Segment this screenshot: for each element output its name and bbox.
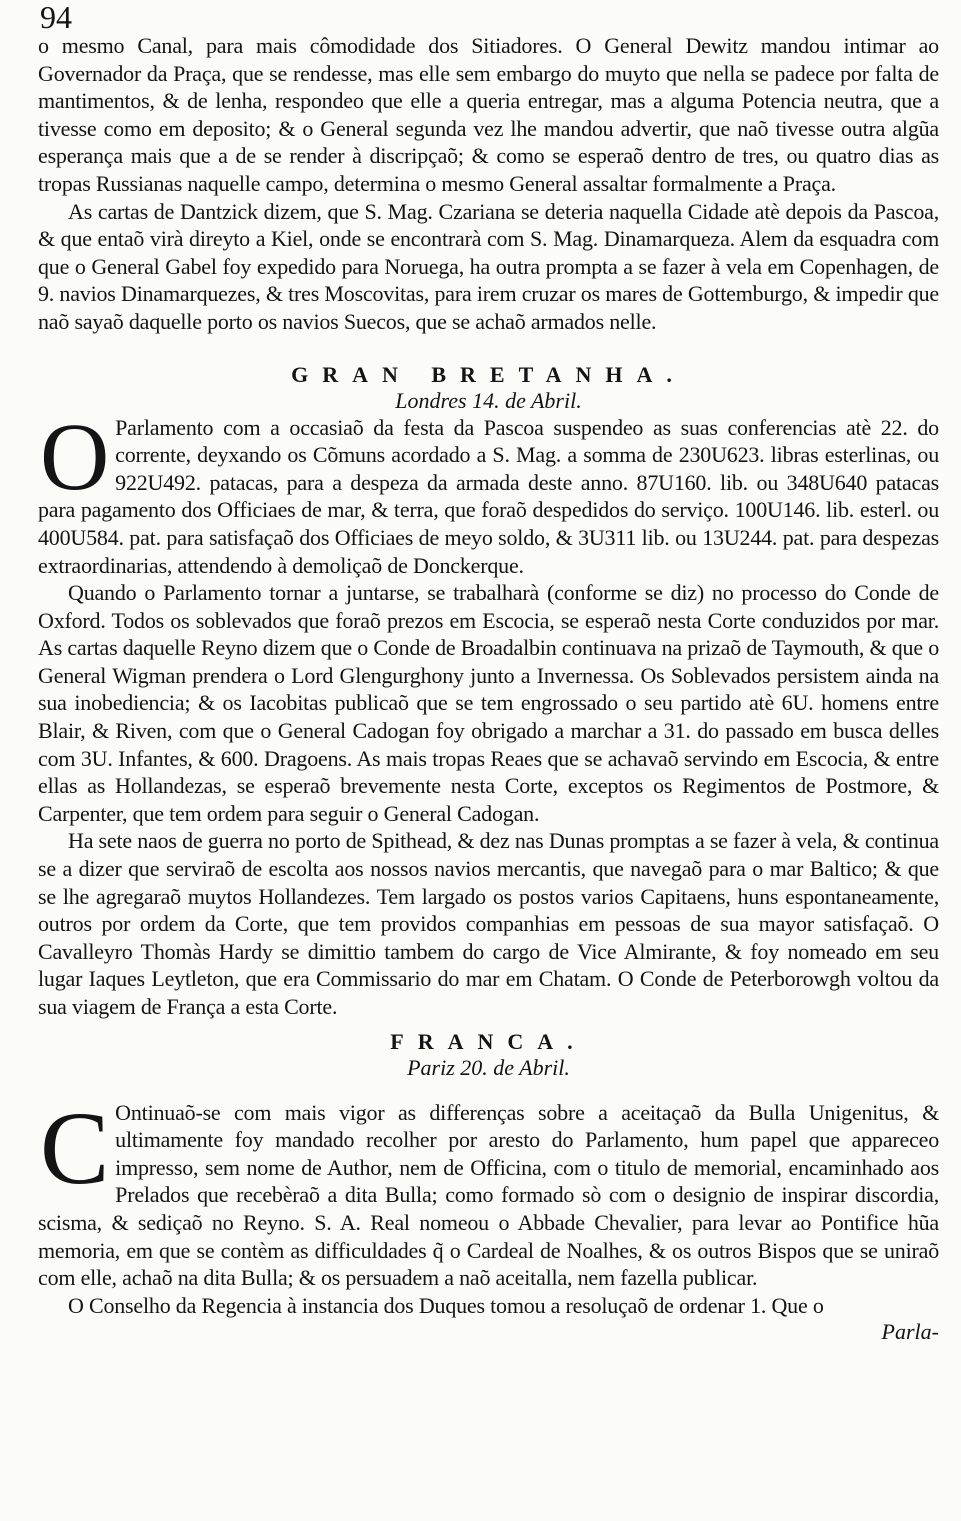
section-title: FRANCA. [390, 1028, 587, 1054]
intro-paragraph-2: As cartas de Dantzick dizem, que S. Mag. Czariana se deteria naquella Cidade atè depois da Pascoa, & que entaõ virà direyto a Kiel, onde se encontrarà com S. Mag. Dinamarqueza. Alem da esquadra com que o General Gabel foy expedido para Noruega, ha outra prompta a se fazer à vela em Copenhagen, de 9. navios Dinamarquezes, & tres Moscovitas, para irem cruzar os mares de Gottemburgo, & impedir que naõ sayaõ daquelle porto os navios Suecos, que se achaõ armados nelle. [38, 198, 939, 334]
gb-paragraph-1-text: Parlamento com a occasiaõ da festa da Pascoa suspendeo as suas conferencias atè 22. do corrente, deyxando os Cõmuns acordado a S. Mag. a somma de 230U623. libras esterlinas, ou 922U492. patacas, para a despeza da armada deste anno. 87U160. lib. ou 348U640 patacas para pagamento dos Officiaes de mar, & terra, que foraõ despedidos do serviço. 100U146. lib. esterl. ou 400U584. pat. para satisfaçaõ dos Officiaes de meyo soldo, & 3U311 lib. ou 13U244. pat. para despezas extraordinarias, attendendo à demoliçaõ de Donckerque. [38, 414, 939, 578]
drop-cap: C [40, 1090, 110, 1206]
fr-paragraph-2: O Conselho da Regencia à instancia dos Duques tomou a resoluçaõ de ordenar 1. Que o [68, 1292, 824, 1318]
fr-paragraph-1 [38, 1090, 939, 1292]
section-franca [38, 1029, 939, 1346]
fr-paragraph-1-text: Ontinuaõ-se com mais vigor as differenças sobre a aceitaçaõ da Bulla Unigenitus, & ultimamente foy mandado recolher por aresto do Parlamento, hum papel que appareceo impresso, sem nome de Author, nem de Officina, com o titulo de memorial, encaminhado aos Prelados que recebèraõ a dita Bulla; como formado sò com o designio de inspirar discordia, scisma, & sediçaõ no Reyno. S. A. Real nomeou o Abbade Chevalier, para levar ao Pontifice hũa memoria, em que se contèm as difficuldades q̃ o Cardeal de Noalhes, & os outros Bispos que se uniraõ com elle, achaõ na dita Bulla; & os persuadem a naõ aceitalla, nem fazella publicar. [38, 1099, 939, 1291]
gb-paragraph-2: Quando o Parlamento tornar a juntarse, se trabalharà (conforme se diz) no processo do Conde de Oxford. Todos os soblevados que foraõ prezos em Escocia, se esperaõ nesta Corte conduzidos por mar. As cartas daquelle Reyno dizem que o Conde de Broadalbin continuava na prizaõ de Taymouth, & que o General Wigman prendera o Lord Glengurghony junto a Invernessa. Os Soblevados persistem ainda na sua inobediencia; & os Iacobitas publicaõ que se tem engrossado o seu partido atè 6U. homens entre Blair, & Riven, com que o General Cadogan foy obrigado a marchar a 31. do passado em busca delles com 3U. Infantes, & 600. Dragoens. As mais tropas Reaes que se achavaõ servindo em Escocia, & entre ellas as Hollandezas, se esperaõ brevemente nesta Corte, exceptos os Regimentos de Postmore, & Carpenter, que tem ordem para seguir o General Cadogan. [38, 580, 939, 826]
dateline: Pariz 20. de Abril. [407, 1054, 570, 1080]
catchword: Parla- [881, 1319, 939, 1345]
gb-paragraph-3: Ha sete naos de guerra no porto de Spithead, & dez nas Dunas promptas a se fazer à vela, & continua se a dizer que serviraõ de escolta aos nossos navios mercantis, que navegaõ para o mar Baltico; & que se lhe agregaraõ muytos Hollandezes. Tem largado os postos varios Capitaens, huns espontaneamente, outros por ordem da Corte, que tem providos companhias em pessoas de sua mayor satisfaçaõ. O Cavalleyro Thomàs Hardy se dimittio tambem do cargo de Vice Almirante, & foy nomeado em seu lugar Iaques Leytleton, que era Commissario do mar em Chatam. O Conde de Peterborowgh voltou da sua viagem de França a esta Corte. [38, 828, 939, 1019]
section-gran-bretanha [38, 362, 939, 1021]
gb-paragraph-1 [38, 402, 939, 580]
drop-cap: O [40, 402, 110, 510]
intro-paragraph-1: o mesmo Canal, para mais cômodidade dos Sitiadores. O General Dewitz mandou intimar ao Governador da Praça, que se rendesse, mas elle sem embargo do muyto que nella se padece por falta de mantimentos, & de lenha, respondeo que elle a queria entregar, mas a alguma Potencia neutra, que a tivesse como em deposito; & o General segunda vez lhe mandou advertir, que naõ tivesse outra algũa esperança mais que a de se render à discripçaõ; & como se esperaõ dentro de tres, ou quatro dias as tropas Russianas naquelle campo, determina o mesmo General assaltar formalmente a Praça. [38, 33, 939, 196]
dateline: Londres 14. de Abril. [395, 387, 582, 413]
page-number: 94 [40, 0, 72, 35]
section-title: GRAN BRETANHA. [291, 361, 686, 387]
